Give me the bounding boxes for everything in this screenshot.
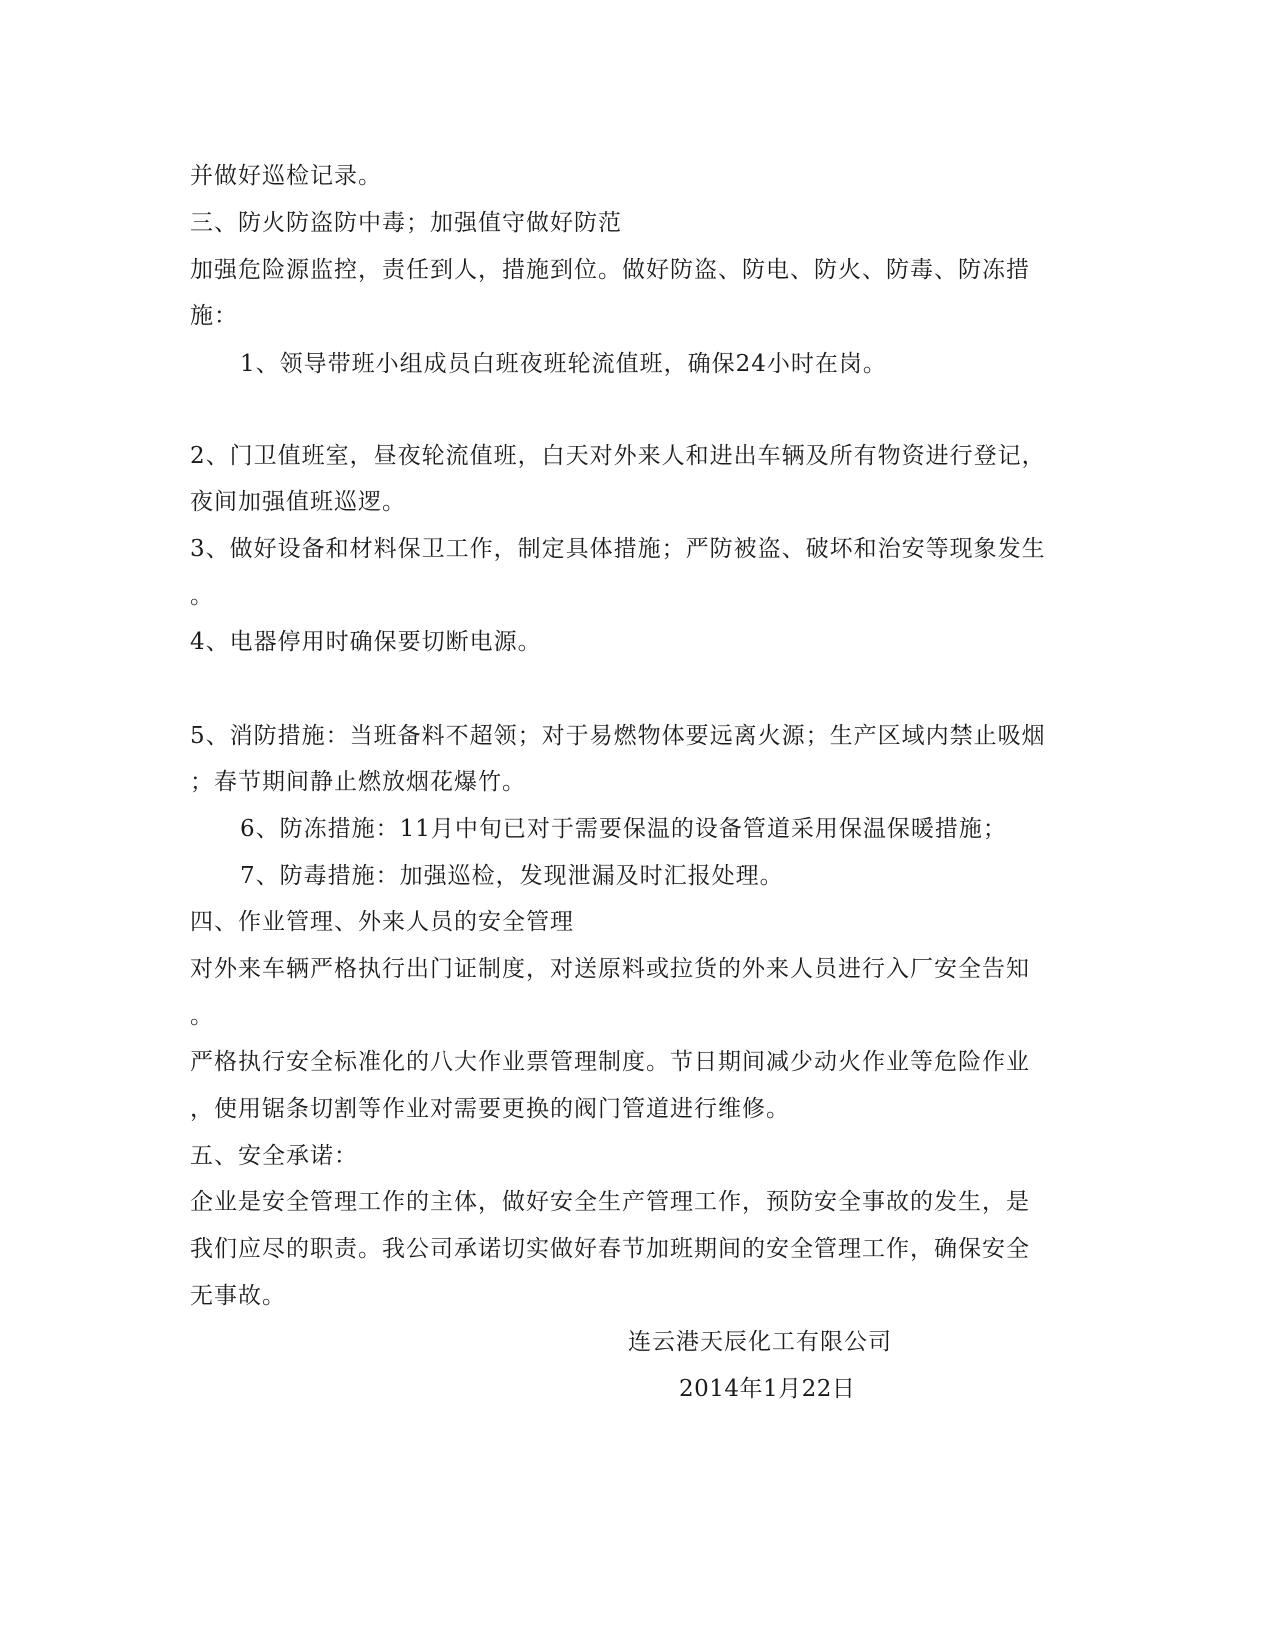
list-item: 4、电器停用时确保要切断电源。	[190, 629, 542, 655]
list-item: 3、做好设备和材料保卫工作，制定具体措施；严防被盗、破坏和治安等现象发生	[190, 536, 1046, 562]
body-line: 对外来车辆严格执行出门证制度，对送原料或拉货的外来人员进行入厂安全告知	[190, 956, 1030, 982]
body-line: 施：	[190, 303, 238, 329]
body-line: ；春节期间静止燃放烟花爆竹。	[190, 769, 526, 795]
body-line: 并做好巡检记录。	[190, 163, 382, 189]
body-line: 。	[190, 583, 214, 609]
body-line: 。	[190, 1003, 214, 1029]
body-line: 企业是安全管理工作的主体，做好安全生产管理工作，预防安全事故的发生，是	[190, 1189, 1030, 1215]
list-item: 5、消防措施：当班备料不超领；对于易燃物体要远离火源；生产区域内禁止吸烟	[190, 723, 1046, 749]
signature-company: 连云港天辰化工有限公司	[628, 1329, 892, 1355]
list-item: 6、防冻措施：11月中旬已对于需要保温的设备管道采用保温保暖措施；	[240, 816, 1007, 842]
list-item: 7、防毒措施：加强巡检，发现泄漏及时汇报处理。	[240, 863, 784, 889]
body-line: 无事故。	[190, 1283, 286, 1309]
body-line: 严格执行安全标准化的八大作业票管理制度。节日期间减少动火作业等危险作业	[190, 1049, 1030, 1075]
body-line: 加强危险源监控，责任到人，措施到位。做好防盗、防电、防火、防毒、防冻措	[190, 257, 1030, 283]
body-line: 夜间加强值班巡逻。	[190, 489, 406, 515]
list-item: 1、领导带班小组成员白班夜班轮流值班，确保24小时在岗。	[240, 351, 887, 377]
signature-date: 2014年1月22日	[679, 1376, 856, 1402]
section-heading: 三、防火防盗防中毒；加强值守做好防范	[190, 210, 622, 236]
section-heading: 四、作业管理、外来人员的安全管理	[190, 909, 574, 935]
list-item: 2、门卫值班室，昼夜轮流值班，白天对外来人和进出车辆及所有物资进行登记，	[190, 443, 1046, 469]
body-line: ，使用锯条切割等作业对需要更换的阀门管道进行维修。	[190, 1096, 790, 1122]
body-line: 我们应尽的职责。我公司承诺切实做好春节加班期间的安全管理工作，确保安全	[190, 1236, 1030, 1262]
section-heading: 五、安全承诺：	[190, 1143, 358, 1169]
